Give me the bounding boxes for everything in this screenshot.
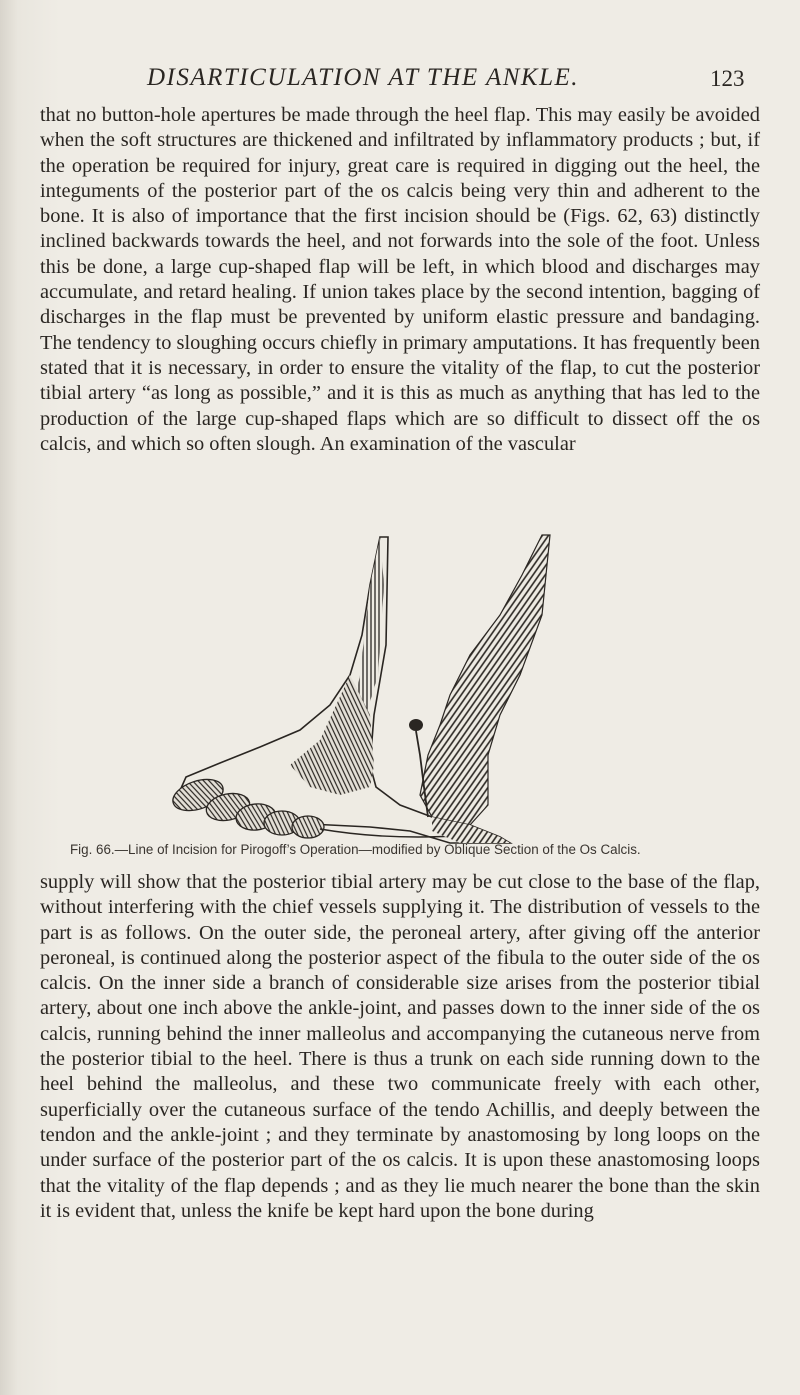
foot-engraving — [170, 525, 590, 850]
page-header — [0, 64, 800, 94]
page-number: 123 — [710, 66, 745, 91]
foot-illustration — [170, 525, 590, 850]
heel-shading — [420, 535, 550, 825]
running-title: DISARTICULATION AT THE ANKLE. — [147, 64, 580, 91]
malleolus — [409, 719, 423, 731]
figure-caption: Fig. 66.—Line of Incision for Pirogoff’s Operation—modified by Oblique Section of the Os Calcis. — [70, 842, 641, 857]
body-paragraph-1: that no button-hole apertures be made through the heel flap. This may easily be avoided when the soft structures are thickened and infiltrated by inflammatory products ; but, if the operation be required for injury, great care is required in digging out the heel, the integuments of the posterior part of the os calcis being very thin and adherent to the bone. It is also of importance that the first incision should be (Figs. 62, 63) distinctly inclined backwards towards the heel, and not forwards into the sole of the foot. Unless this be done, a large cup-shaped flap will be left, in which blood and discharges may accumulate, and retard healing. If union takes place by the second intention, bagging of discharges in the flap must be prevented by uniform elastic pressure and bandaging. The tendency to sloughing occurs chiefly in primary amputations. It has frequently been stated that it is necessary, in order to ensure the vitality of the flap, to cut the posterior tibial artery “as long as possible,” and it is this as much as anything that has led to the production of the large cup-shaped flaps which are so difficult to dissect off the os calcis, and which so often slough. An examination of the vascular — [40, 104, 760, 455]
body-paragraph-2: supply will show that the posterior tibial artery may be cut close to the base of the flap, without interfering with the chief vessels supplying it. The distribution of vessels to the part is as follows. On the outer side, the peroneal artery, after giving off the anterior peroneal, is continued along the posterior aspect of the fibula to the outer side of the os calcis. On the inner side a branch of considerable size arises from the posterior tibial artery, about one inch above the ankle-joint, and passes down to the inner side of the os calcis, running behind the inner malleolus and accompanying the cutaneous nerve from the posterior tibial to the heel. There is thus a trunk on each side running down to the heel behind the malleolus, and these two communicate freely with each other, superficially over the cutaneous surface of the tendo Achillis, and deeply between the tendon and the ankle-joint ; and they terminate by anastomosing by long loops on the under surface of the posterior part of the os calcis. It is upon these anastomosing loops that the vitality of the flap depends ; and as they lie much nearer the bone than the skin it is evident that, unless the knife be kept hard upon the bone during — [40, 871, 760, 1222]
